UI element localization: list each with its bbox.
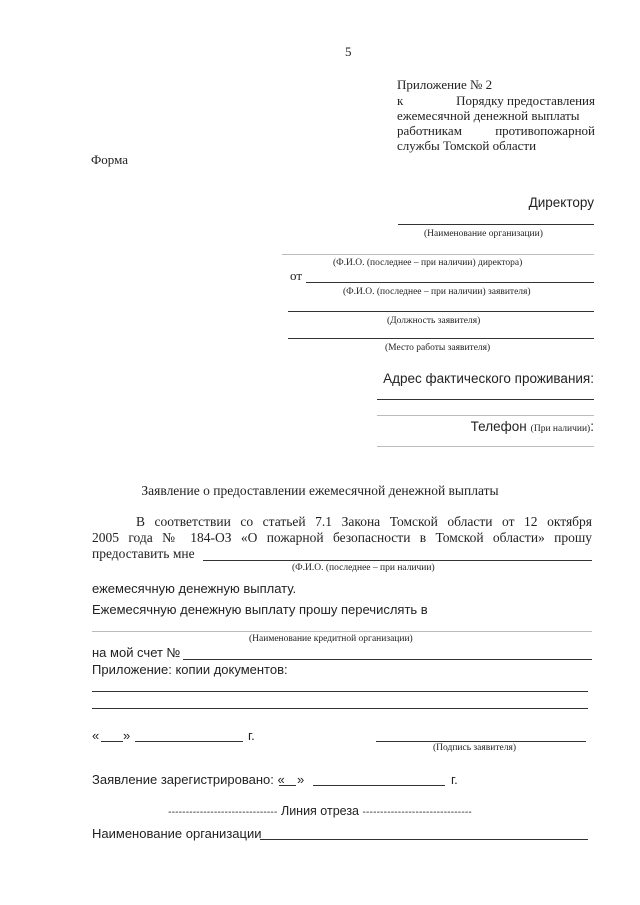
date-month-line <box>135 741 243 742</box>
bank-line <box>92 631 592 632</box>
fio-line <box>203 560 592 561</box>
page-number: 5 <box>345 44 352 59</box>
signature-hint: (Подпись заявителя) <box>433 743 516 753</box>
body-line-2: 2005 года № 184-ОЗ «О пожарной безопасности в Томской области» прошу <box>92 530 592 545</box>
appendix-title: Приложение № 2 <box>397 77 493 92</box>
account-line <box>183 659 592 660</box>
account-label: на мой счет № <box>92 645 181 660</box>
from-label: от <box>290 268 303 283</box>
appendix-line2 <box>397 93 595 109</box>
body-line-3: предоставить мне <box>92 546 195 561</box>
date-year-suffix: г. <box>248 728 255 743</box>
org-name-fill-line <box>260 839 588 840</box>
cut-dashes-right: ------------------------------- <box>362 807 472 818</box>
form-label: Форма <box>91 152 128 167</box>
registration-close: » <box>297 772 305 787</box>
address-line-1 <box>377 399 594 400</box>
signature-line <box>376 741 586 742</box>
director-name-line <box>282 254 594 255</box>
phone-colon: : <box>590 419 594 434</box>
date-day-line <box>101 741 123 742</box>
applicant-name-hint: (Ф.И.О. (последнее – при наличии) заявителя) <box>343 287 531 297</box>
phone-line <box>377 446 594 447</box>
org-name-hint: (Наименование организации) <box>424 229 543 239</box>
fio-hint: (Ф.И.О. (последнее – при наличии) <box>292 563 435 573</box>
document-title: Заявление о предоставлении ежемесячной денежной выплаты <box>141 483 499 498</box>
attachment-line-2 <box>92 708 588 709</box>
appendix-line2-left: к <box>397 93 404 108</box>
registration-year-suffix: г. <box>451 772 458 787</box>
body-line-1: В соответствии со статьей 7.1 Закона Томской области от 12 октября <box>136 514 592 529</box>
cut-dashes-left: ------------------------------- <box>168 807 278 818</box>
appendix-line4 <box>397 123 595 139</box>
appendix-line2-right: Порядку предоставления <box>456 93 595 108</box>
workplace-line <box>288 338 594 339</box>
address-label: Адрес фактического проживания: <box>383 371 594 386</box>
date-open: « <box>92 728 100 743</box>
cut-line-label: Линия отреза <box>280 804 360 818</box>
appendix-line3: ежемесячной денежной выплаты <box>397 108 580 123</box>
phone-row <box>471 418 594 436</box>
org-name-label: Наименование организации <box>92 826 262 841</box>
address-line-2 <box>377 415 594 416</box>
workplace-hint: (Место работы заявителя) <box>385 343 491 353</box>
body-line-5: Ежемесячную денежную выплату прошу перечислять в <box>92 602 428 617</box>
bank-hint: (Наименование кредитной организации) <box>249 634 413 644</box>
director-label: Директору <box>528 195 594 210</box>
phone-hint: (При наличии) <box>530 424 591 434</box>
phone-label: Телефон <box>470 419 527 434</box>
director-name-hint: (Ф.И.О. (последнее – при наличии) директора) <box>333 258 523 268</box>
org-name-line <box>398 224 594 225</box>
date-close: » <box>123 728 131 743</box>
registration-day-line <box>279 785 296 786</box>
registration-label: Заявление зарегистрировано: « <box>92 772 285 787</box>
appendix-line4-left: работникам <box>397 123 462 138</box>
appendix-line5: службы Томской области <box>397 138 537 153</box>
attachment-line-1 <box>92 691 588 692</box>
registration-month-line <box>313 785 445 786</box>
applicant-name-line <box>306 282 594 283</box>
cut-line <box>0 804 640 818</box>
attachment-label: Приложение: копии документов: <box>92 662 288 677</box>
position-line <box>288 311 594 312</box>
body-line-4: ежемесячную денежную выплату. <box>92 581 297 596</box>
appendix-line4-right: противопожарной <box>495 123 595 138</box>
position-hint: (Должность заявителя) <box>387 316 481 326</box>
